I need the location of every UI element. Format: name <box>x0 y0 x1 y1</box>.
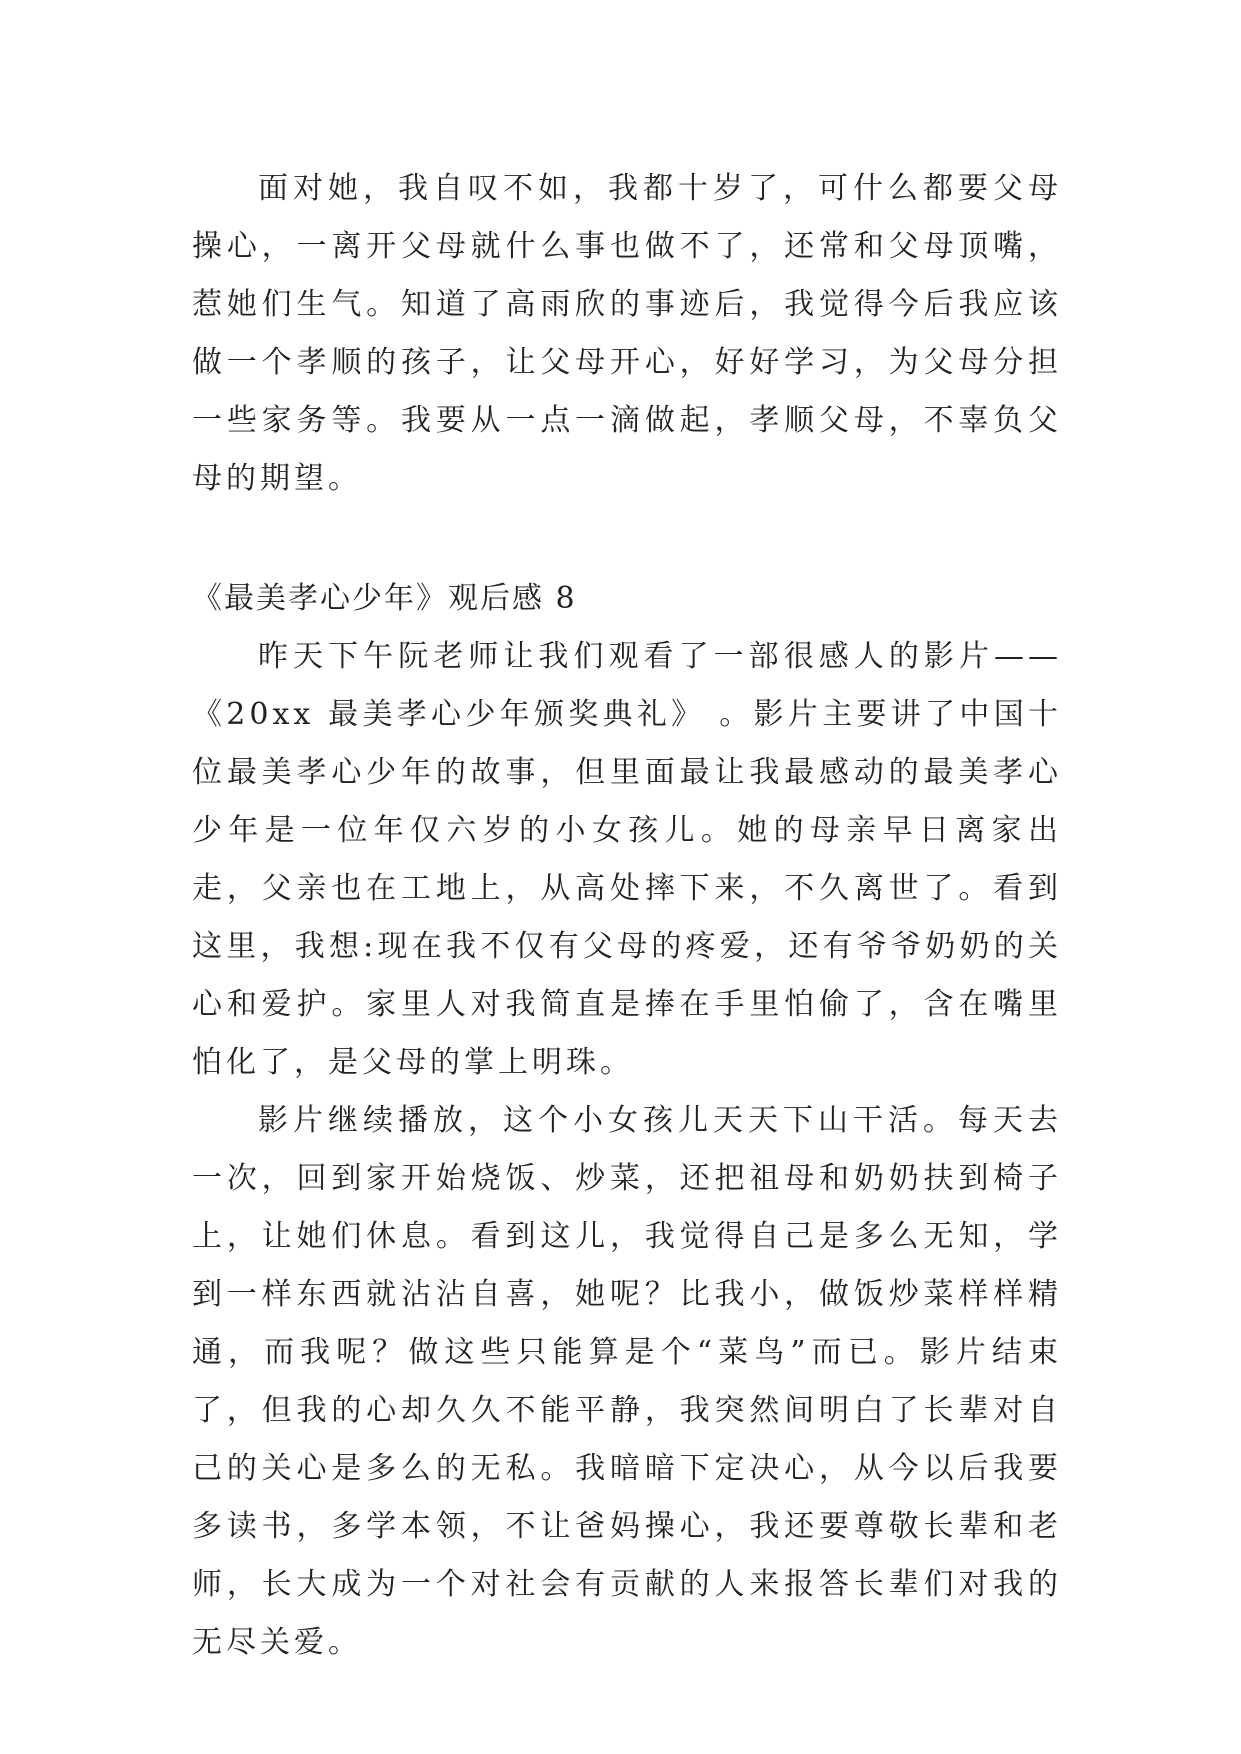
document-body <box>192 160 1062 1672</box>
section-title: 《最美孝心少年》观后感 8 <box>192 581 577 616</box>
body-paragraph: 面对她，我自叹不如，我都十岁了，可什么都要父母操心，一离开父母就什么事也做不了，还常和父母顶嘴，惹她们生气。知道了高雨欣的事迹后，我觉得今后我应该做一个孝顺的孩子，让父母开心，好好学习，为父母分担一些家务等。我要从一点一滴做起，孝顺父母，不辜负父母的期望。 <box>192 171 1062 496</box>
body-paragraph: 昨天下午阮老师让我们观看了一部很感人的影片——《20xx 最美孝心少年颁奖典礼》 。影片主要讲了中国十位最美孝心少年的故事，但里面最让我最感动的最美孝心少年是一位年仅六岁的小女孩儿。她的母亲早日离家出走，父亲也在工地上，从高处摔下来，不久离世了。看到这里，我想:现在我不仅有父母的疼爱，还有爷爷奶奶的关心和爱护。家里人对我简直是捧在手里怕偷了，含在嘴里怕化了，是父母的掌上明珠。 <box>192 639 1062 1080</box>
body-paragraph: 影片继续播放，这个小女孩儿天天下山干活。每天去一次，回到家开始烧饭、炒菜，还把祖母和奶奶扶到椅子上，让她们休息。看到这儿，我觉得自己是多么无知，学到一样东西就沾沾自喜，她呢？比我小，做饭炒菜样样精通，而我呢？做这些只能算是个“菜鸟”而已。影片结束了，但我的心却久久不能平静，我突然间明白了长辈对自己的关心是多么的无私。我暗暗下定决心，从今以后我要多读书，多学本领，不让爸妈操心，我还要尊敬长辈和老师，长大成为一个对社会有贡献的人来报答长辈们对我的无尽关爱。 <box>192 1103 1062 1660</box>
